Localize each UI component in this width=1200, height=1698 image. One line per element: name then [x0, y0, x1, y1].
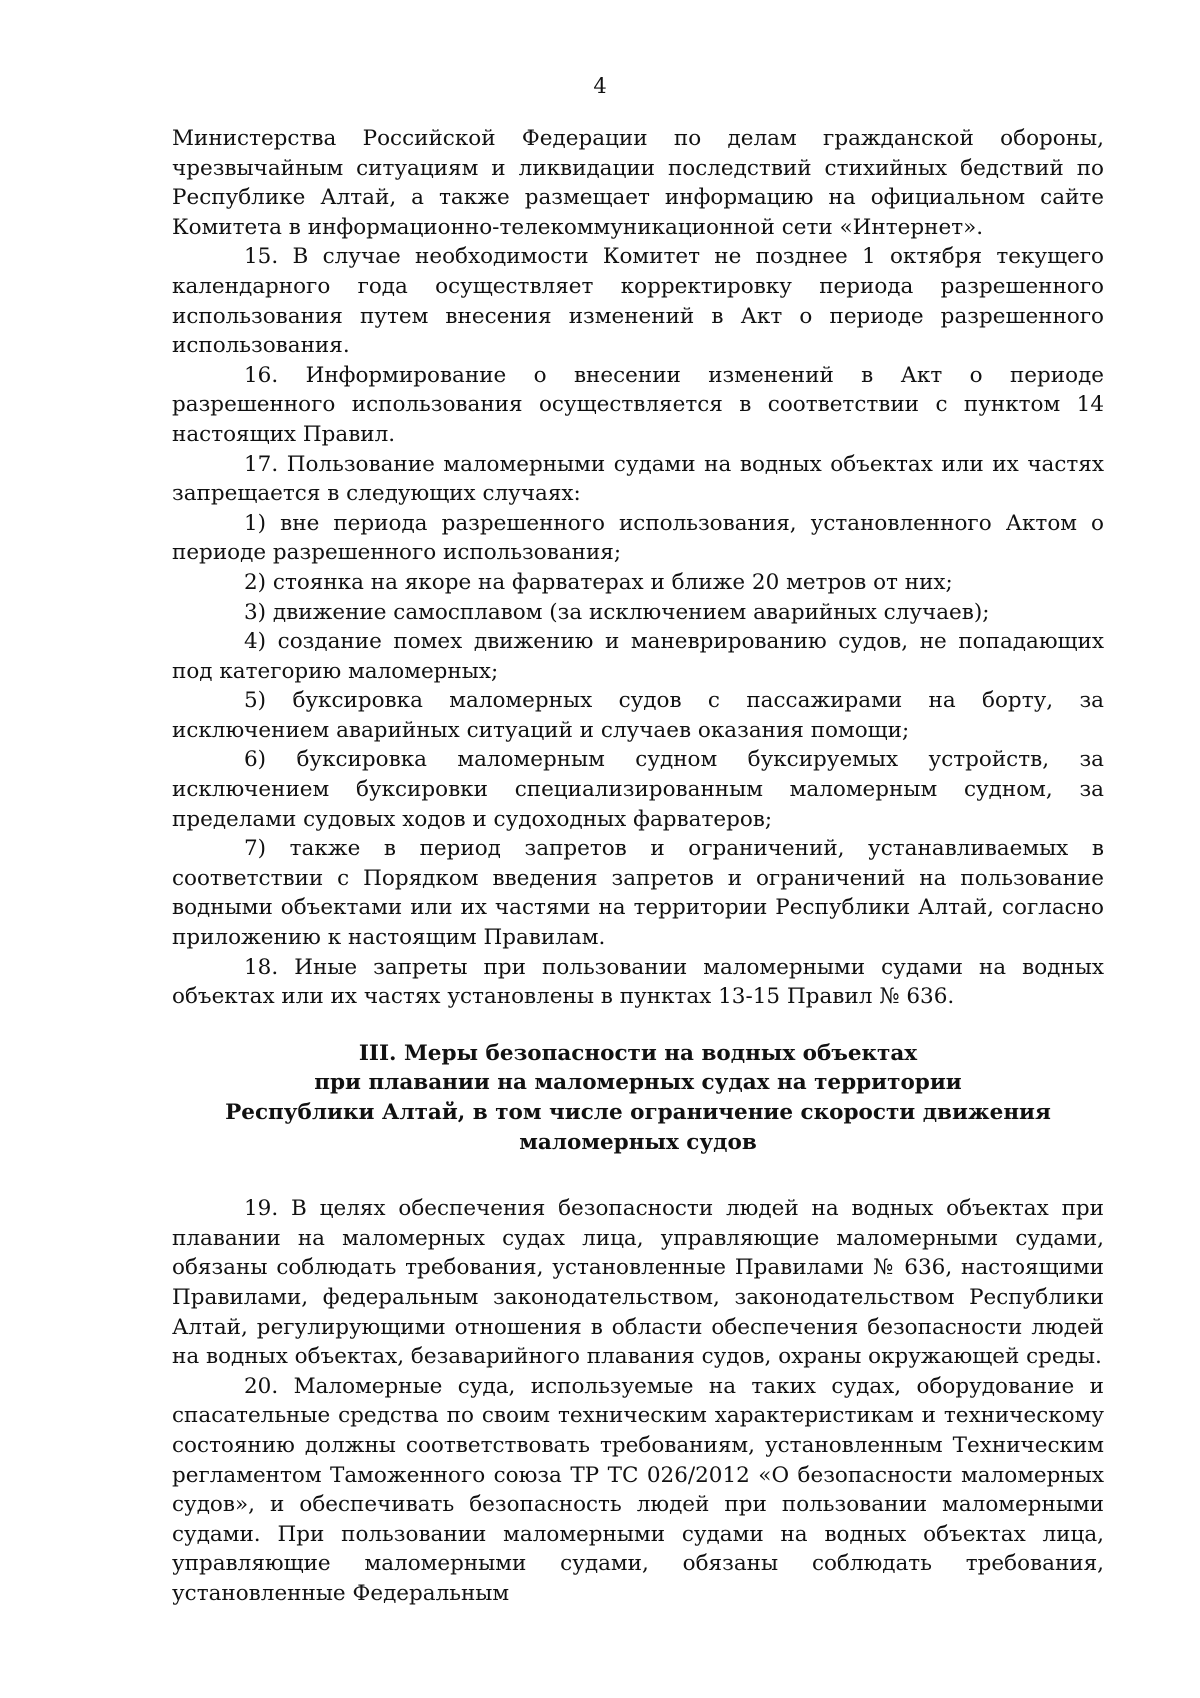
paragraph-17: 17. Пользование маломерными судами на водных объектах или их частях запрещается в следующих случаях: — [172, 451, 1104, 507]
paragraph-18: 18. Иные запреты при пользовании маломерными судами на водных объектах или их частях установлены в пунктах 13-15 Правил № 636. — [172, 954, 1104, 1010]
paragraph-20: 20. Маломерные суда, используемые на таких судах, оборудование и спасательные средства по своим техническим характеристикам и техническому состоянию должны соответствовать требованиям, установленным Техническим регламентом Таможенного союза ТР ТС 026/2012 «О безопасности маломерных судов», и обеспечивать безопасность людей при пользовании маломерными судами. При пользовании маломерными судами на водных объектах лица, управляющие маломерными судами, обязаны соблюдать требования, установленные Федеральным — [172, 1373, 1104, 1606]
paragraph-intro-continuation: Министерства Российской Федерации по делам гражданской обороны, чрезвычайным ситуациям и ликвидации последствий стихийных бедствий по Республике Алтай, а также размещает информацию на официальном сайте Комитета в информационно-телекоммуникационной сети «Интернет». — [172, 126, 1104, 240]
list-item-17-4: 4) создание помех движению и маневрированию судов, не попадающих под категорию маломерных; — [172, 629, 1104, 684]
list-item-17-6: 6) буксировка маломерным судном буксируемых устройств, за исключением буксировки специализированным маломерным судном, за пределами судовых ходов и судоходных фарватеров; — [172, 747, 1104, 832]
paragraph-15: 15. В случае необходимости Комитет не позднее 1 октября текущего календарного года осуществляет корректировку периода разрешенного использования путем внесения изменений в Акт о периоде разрешенного использования. — [172, 244, 1104, 359]
document-body — [172, 124, 1104, 1609]
section-heading — [172, 1039, 1104, 1157]
paragraph-19: 19. В целях обеспечения безопасности людей на водных объектах при плавании на маломерных судах лица, управляющие маломерными судами, обязаны соблюдать требования, установленные Правилами № 636, настоящими Правилами, федеральным законодательством, законодательством Республики Алтай, регулирующими отношения в области обеспечения безопасности людей на водных объектах, безаварийного плавания судов, охраны окружающей среды. — [172, 1196, 1104, 1370]
list-item-17-1: 1) вне периода разрешенного использования, установленного Актом о периоде разрешенного использования; — [172, 510, 1104, 566]
list-item-17-5: 5) буксировка маломерных судов с пассажирами на борту, за исключением аварийных ситуаций и случаев оказания помощи; — [172, 688, 1104, 743]
section-heading-line-4: маломерных судов — [519, 1129, 757, 1155]
paragraph-16: 16. Информирование о внесении изменений в Акт о периоде разрешенного использования осуществляется в соответствии с пунктом 14 настоящих Правил. — [172, 362, 1104, 447]
section-heading-line-2: при плавании на маломерных судах на территории — [314, 1070, 962, 1096]
list-item-17-2: 2) стоянка на якоре на фарватерах и ближе 20 метров от них; — [244, 569, 953, 595]
section-heading-line-1: III. Меры безопасности на водных объектах — [358, 1040, 918, 1066]
list-item-17-3: 3) движение самосплавом (за исключением аварийных случаев); — [244, 599, 990, 625]
section-heading-line-3: Республики Алтай, в том числе ограничение скорости движения — [225, 1100, 1051, 1125]
list-item-17-7: 7) также в период запретов и ограничений, устанавливаемых в соответствии с Порядком введения запретов и ограничений на пользование водными объектами или их частями на территории Республики Алтай, согласно приложению к настоящим Правилам. — [172, 836, 1104, 951]
page-number: 4 — [593, 74, 607, 98]
